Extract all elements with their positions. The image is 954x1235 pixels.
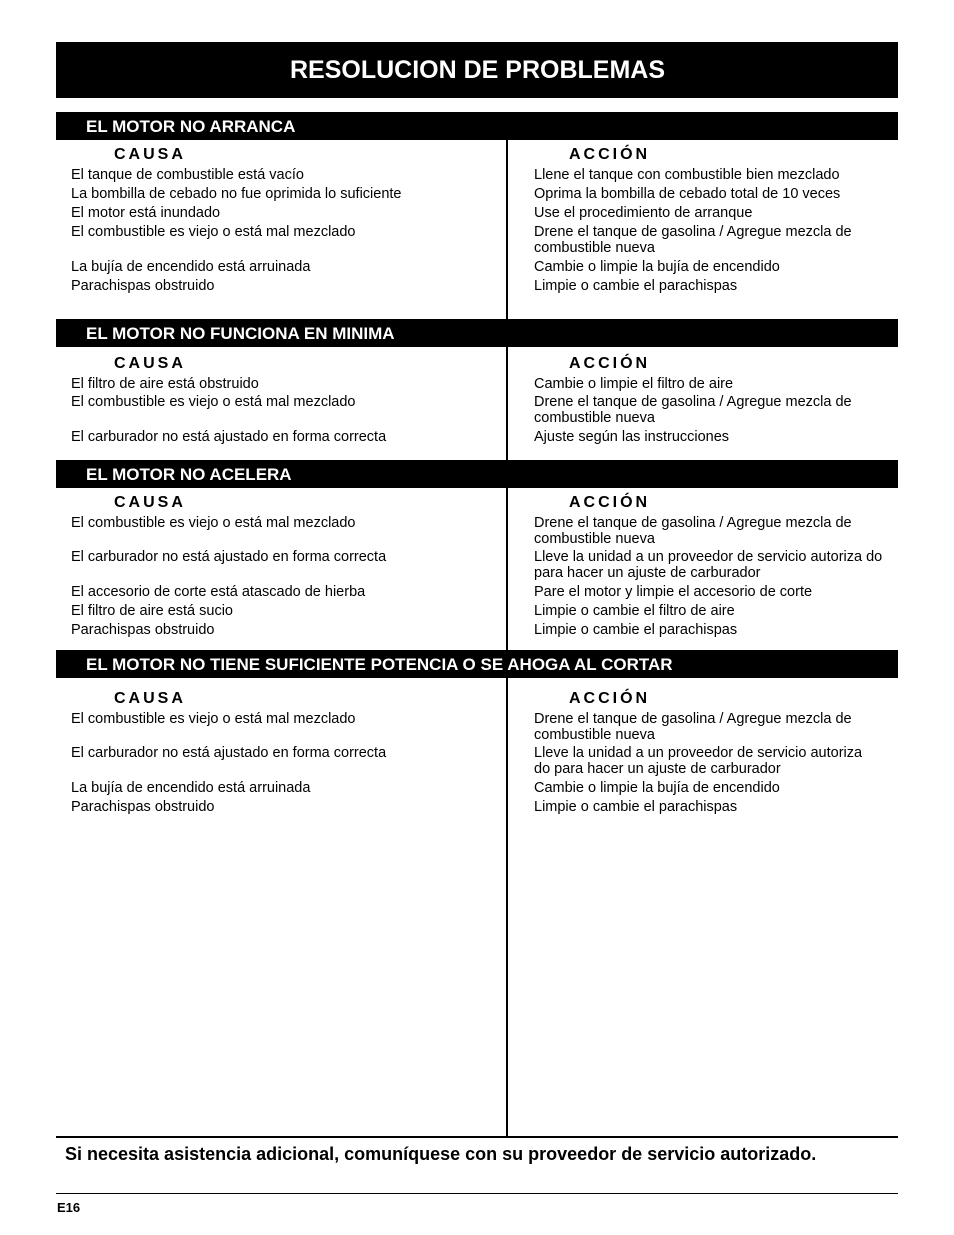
action-item: Use el procedimiento de arranque <box>534 205 753 221</box>
cause-item: El motor está inundado <box>71 205 221 221</box>
action-item: Ajuste según las instrucciones <box>534 429 730 445</box>
cause-item: El combustible es viejo o está mal mezclado <box>71 711 356 727</box>
cause-item: Parachispas obstruido <box>71 799 215 815</box>
cause-item: El carburador no está ajustado en forma correcta <box>71 745 387 761</box>
action-item: combustible nueva <box>534 727 655 743</box>
action-item: Limpie o cambie el filtro de aire <box>534 603 735 619</box>
action-item: Limpie o cambie el parachispas <box>534 799 738 815</box>
action-item: do para hacer un ajuste de carburador <box>534 761 781 777</box>
section-header-sin-potencia <box>56 650 898 678</box>
action-item: Drene el tanque de gasolina / Agregue mezcla de <box>534 711 852 727</box>
cause-item: El carburador no está ajustado en forma correcta <box>71 429 387 445</box>
action-item: Drene el tanque de gasolina / Agregue mezcla de <box>534 394 852 410</box>
action-item: Limpie o cambie el parachispas <box>534 278 738 294</box>
cause-heading: CAUSA <box>114 690 186 707</box>
cause-item: Parachispas obstruido <box>71 622 215 638</box>
cause-heading: CAUSA <box>114 146 186 163</box>
column-divider <box>506 678 508 1136</box>
cause-heading: CAUSA <box>114 355 186 372</box>
action-item: Lleve la unidad a un proveedor de servicio autoriza <box>534 745 863 761</box>
action-item: Drene el tanque de gasolina / Agregue mezcla de <box>534 515 852 531</box>
action-item: Oprima la bombilla de cebado total de 10 veces <box>534 186 841 202</box>
table-bottom-rule <box>56 1136 898 1138</box>
action-heading: ACCIÓN <box>569 146 651 163</box>
column-divider <box>506 140 508 319</box>
assistance-note: Si necesita asistencia adicional, comuníquese con su proveedor de servicio autorizado. <box>65 1144 817 1164</box>
action-item: para hacer un ajuste de carburador <box>534 565 761 581</box>
cause-item: El combustible es viejo o está mal mezclado <box>71 394 356 410</box>
column-divider <box>506 347 508 460</box>
section-header-no-funciona-minima <box>56 319 898 347</box>
action-item: Cambie o limpie la bujía de encendido <box>534 780 780 796</box>
column-divider <box>506 488 508 650</box>
cause-item: El accesorio de corte está atascado de hierba <box>71 584 366 600</box>
cause-item: La bujía de encendido está arruinada <box>71 780 311 796</box>
action-heading: ACCIÓN <box>569 494 651 511</box>
section-header-no-acelera <box>56 460 898 488</box>
cause-item: El filtro de aire está obstruido <box>71 376 259 392</box>
page-number: E16 <box>57 1200 81 1215</box>
cause-item: La bombilla de cebado no fue oprimida lo suficiente <box>71 186 402 202</box>
action-item: combustible nueva <box>534 531 655 547</box>
cause-item: El filtro de aire está sucio <box>71 603 233 619</box>
section-title: EL MOTOR NO FUNCIONA EN MINIMA <box>86 324 395 343</box>
action-item: Limpie o cambie el parachispas <box>534 622 738 638</box>
page-title-bar <box>56 42 898 98</box>
section-title: EL MOTOR NO ACELERA <box>86 465 292 484</box>
cause-item: El tanque de combustible está vacío <box>71 167 304 183</box>
cause-item: El carburador no está ajustado en forma correcta <box>71 549 387 565</box>
troubleshooting-table <box>56 112 898 1136</box>
action-item: Lleve la unidad a un proveedor de servicio autoriza do <box>534 549 883 565</box>
cause-item: La bujía de encendido está arruinada <box>71 259 311 275</box>
action-item: combustible nueva <box>534 240 655 256</box>
action-item: Llene el tanque con combustible bien mezclado <box>534 167 840 183</box>
page-title: RESOLUCION DE PROBLEMAS <box>290 56 666 84</box>
section-title: EL MOTOR NO ARRANCA <box>86 117 296 136</box>
cause-item: El combustible es viejo o está mal mezclado <box>71 224 356 240</box>
action-heading: ACCIÓN <box>569 690 651 707</box>
section-header-no-arranca <box>56 112 898 140</box>
action-item: Cambie o limpie el filtro de aire <box>534 376 734 392</box>
cause-item: Parachispas obstruido <box>71 278 215 294</box>
action-heading: ACCIÓN <box>569 355 651 372</box>
section-title: EL MOTOR NO TIENE SUFICIENTE POTENCIA O SE AHOGA AL CORTAR <box>86 655 673 674</box>
cause-heading: CAUSA <box>114 494 186 511</box>
footer-rule <box>56 1193 898 1194</box>
action-item: Cambie o limpie la bujía de encendido <box>534 259 780 275</box>
action-item: Pare el motor y limpie el accesorio de corte <box>534 584 813 600</box>
action-item: Drene el tanque de gasolina / Agregue mezcla de <box>534 224 852 240</box>
cause-item: El combustible es viejo o está mal mezclado <box>71 515 356 531</box>
action-item: combustible nueva <box>534 410 655 426</box>
